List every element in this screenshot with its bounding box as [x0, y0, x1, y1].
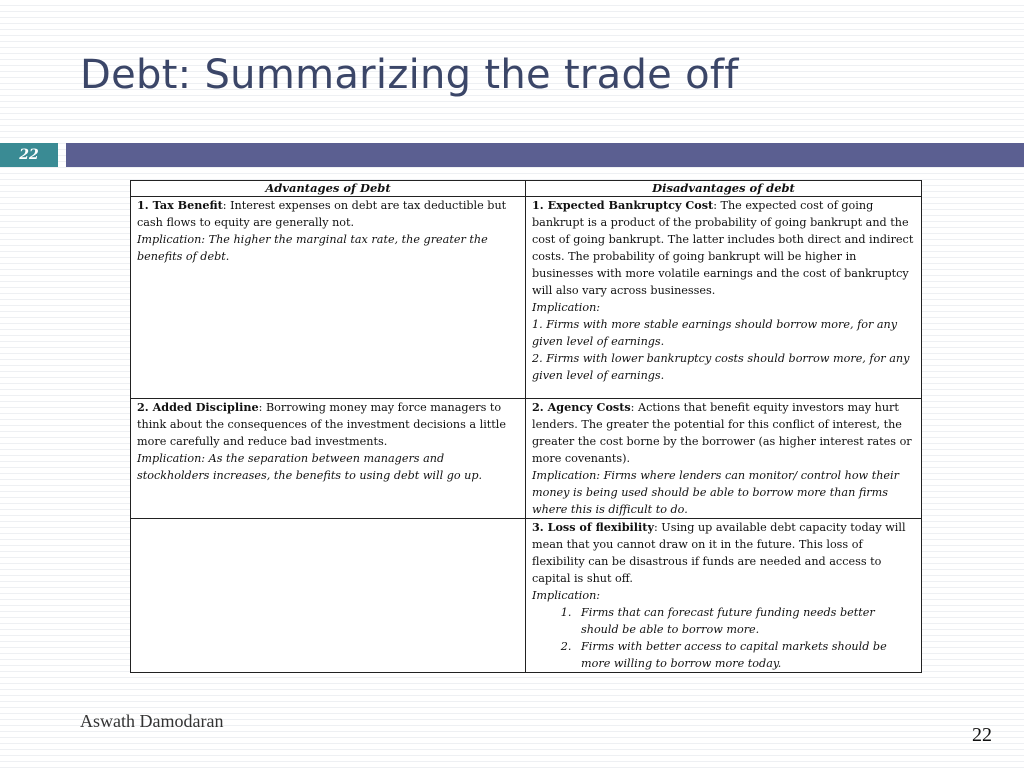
table-row [131, 197, 922, 399]
flexibility-paragraph [532, 519, 915, 587]
added-discipline-text: : Borrowing money may force managers to think about the consequences of the investment decisions a little more carefully and reduce bad investments. [137, 401, 506, 448]
flexibility-text: : Using up available debt capacity today will mean that you cannot draw on it in the future. This loss of flexibility can be disastrous if funds are needed and access to capital is shut off. [532, 521, 906, 585]
footer-author: Aswath Damodaran [80, 711, 224, 731]
title-underline-bar [66, 143, 1024, 167]
added-discipline-label: 2. Added Discipline [137, 400, 259, 414]
cell-tax-benefit [131, 197, 526, 399]
tax-benefit-implication: Implication: The higher the marginal tax rate, the greater the benefits of debt. [137, 233, 488, 263]
page-number: 22 [972, 724, 992, 746]
cell-empty [131, 519, 526, 673]
flexibility-implication-list [532, 604, 915, 672]
added-discipline-paragraph [137, 399, 519, 450]
agency-costs-paragraph [532, 399, 915, 467]
cell-added-discipline [131, 399, 526, 519]
agency-costs-text: : Actions that benefit equity investors may hurt lenders. The greater the potential for this conflict of interest, the greater the cost borne by the borrower (as higher interest rates or more covenants). [532, 401, 912, 465]
tax-benefit-label: 1. Tax Benefit [137, 198, 223, 212]
flexibility-label: 3. Loss of flexibility [532, 520, 654, 534]
bankruptcy-implication-title: Implication: [532, 301, 601, 314]
list-item: 1. Firms that can forecast future funding needs better should be able to borrow more. [575, 604, 915, 638]
header-disadvantages: Disadvantages of debt [526, 181, 922, 197]
added-discipline-implication: Implication: As the separation between managers and stockholders increases, the benefits to using debt will go up. [137, 452, 483, 482]
table-header-row [131, 181, 922, 197]
table-row [131, 399, 922, 519]
bankruptcy-cost-label: 1. Expected Bankruptcy Cost [532, 198, 714, 212]
tradeoff-table-container [130, 180, 921, 673]
flexibility-implication-title: Implication: [532, 589, 601, 602]
table-row [131, 519, 922, 673]
bankruptcy-cost-paragraph [532, 197, 915, 299]
list-item: 2. Firms with better access to capital markets should be more willing to borrow more today. [575, 638, 915, 672]
cell-agency-costs [526, 399, 922, 519]
header-advantages: Advantages of Debt [131, 181, 526, 197]
slide-number-badge: 22 [0, 143, 58, 167]
slide-title: Debt: Summarizing the trade off [80, 52, 739, 98]
tax-benefit-text: : Interest expenses on debt are tax deductible but cash flows to equity are generally not. [137, 199, 507, 229]
tradeoff-table [130, 180, 922, 673]
bankruptcy-cost-text: : The expected cost of going bankrupt is a product of the probability of going bankrupt and the cost of going bankrupt. The latter includes both direct and indirect costs. The probability of going bankrupt will be higher in businesses with more volatile earnings and the cost of bankruptcy will also vary across businesses. [532, 199, 914, 297]
agency-costs-label: 2. Agency Costs [532, 400, 631, 414]
bankruptcy-implication-1: 1. Firms with more stable earnings should borrow more, for any given level of earnings. [532, 318, 898, 348]
cell-bankruptcy-cost [526, 197, 922, 399]
tax-benefit-paragraph [137, 197, 519, 231]
bankruptcy-implication-2: 2. Firms with lower bankruptcy costs should borrow more, for any given level of earnings. [532, 352, 910, 382]
agency-costs-implication: Implication: Firms where lenders can monitor/ control how their money is being used should be able to borrow more than firms where this is difficult to do. [532, 469, 899, 516]
cell-loss-of-flexibility [526, 519, 922, 673]
